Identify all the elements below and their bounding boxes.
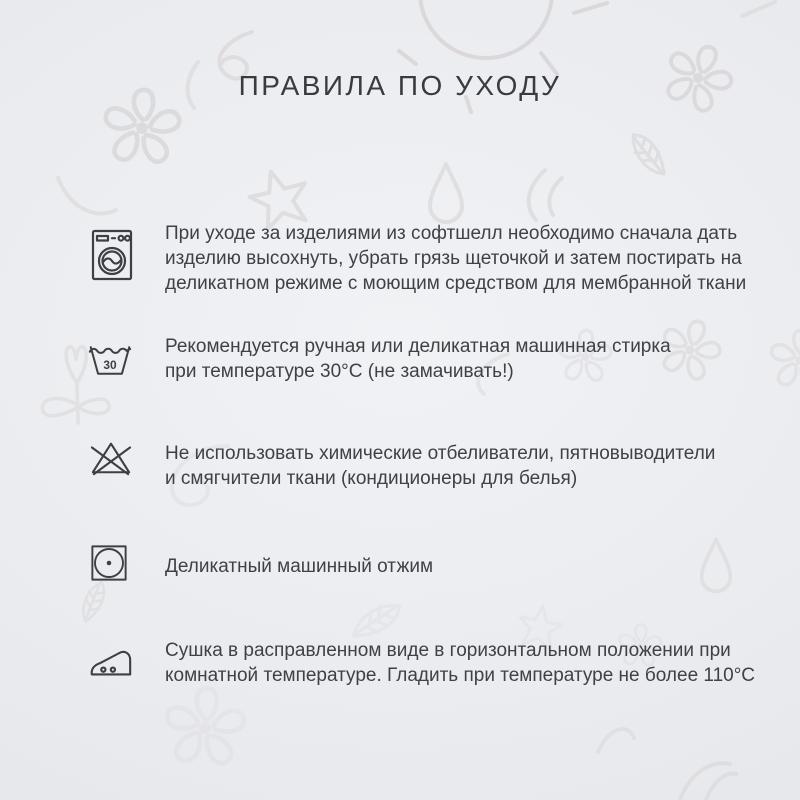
curve-doodle: [58, 178, 116, 213]
page-title: ПРАВИЛА ПО УХОДУ: [238, 70, 562, 101]
care-item-text-line: Не использовать химические отбеливатели, пятновыводители: [165, 443, 716, 464]
drop-doodle: [430, 164, 462, 222]
wash-temp-label: 30: [103, 358, 117, 373]
care-item-text-line: Деликатный машинный отжим: [165, 556, 434, 577]
flower-doodle: [770, 330, 800, 389]
care-item-wash-30: [88, 334, 671, 384]
care-item-text: [165, 221, 746, 296]
care-item-no-bleach: [88, 437, 715, 491]
do-not-bleach-icon: [88, 437, 134, 477]
iron-icon: [88, 645, 134, 679]
care-item-dry-iron: [88, 638, 755, 688]
care-item-text-line: и смягчители ткани (кондиционеры для белья): [165, 468, 578, 489]
care-item-text-line: при температуре 30°С (не замачивать!): [165, 361, 514, 382]
care-item-text-line: Рекомендуется ручная или деликатная машинная стирка: [165, 336, 671, 357]
hand-wash-30-icon: [88, 341, 132, 379]
dash-doodle: [742, 2, 775, 16]
care-item-text: [165, 638, 755, 688]
care-item-text: [165, 334, 671, 384]
care-item-text: [165, 554, 433, 579]
swirl-doodle: [529, 170, 562, 220]
care-item-wash-softshell: [88, 221, 746, 296]
care-item-text-line: При уходе за изделиями из софтшелл необходимо сначала дать: [165, 223, 738, 244]
care-item-text-line: изделию высохнуть, убрать грязь щеточкой и затем постирать на: [165, 248, 742, 269]
leaf-doodle: [347, 597, 406, 644]
delicate-spin-icon: [88, 542, 130, 584]
care-item-text-line: деликатном режиме с моющим средством для мембранной ткани: [165, 273, 747, 294]
swirl-doodle: [598, 729, 634, 752]
corner-curves-doodle: [680, 763, 736, 800]
care-item-delicate-spin: [88, 542, 433, 584]
care-item-text-line: комнатной температуре. Гладить при температуре не более 110°С: [165, 665, 756, 686]
washing-machine-icon: [88, 228, 136, 282]
flower-doodle: [165, 688, 247, 767]
drop-doodle: [702, 539, 731, 591]
leaf-doodle: [626, 128, 671, 180]
care-item-text: [165, 441, 715, 491]
care-item-text-line: Сушка в расправленном виде в горизонтальном положении при: [165, 640, 731, 661]
leaf-doodle: [76, 579, 109, 625]
